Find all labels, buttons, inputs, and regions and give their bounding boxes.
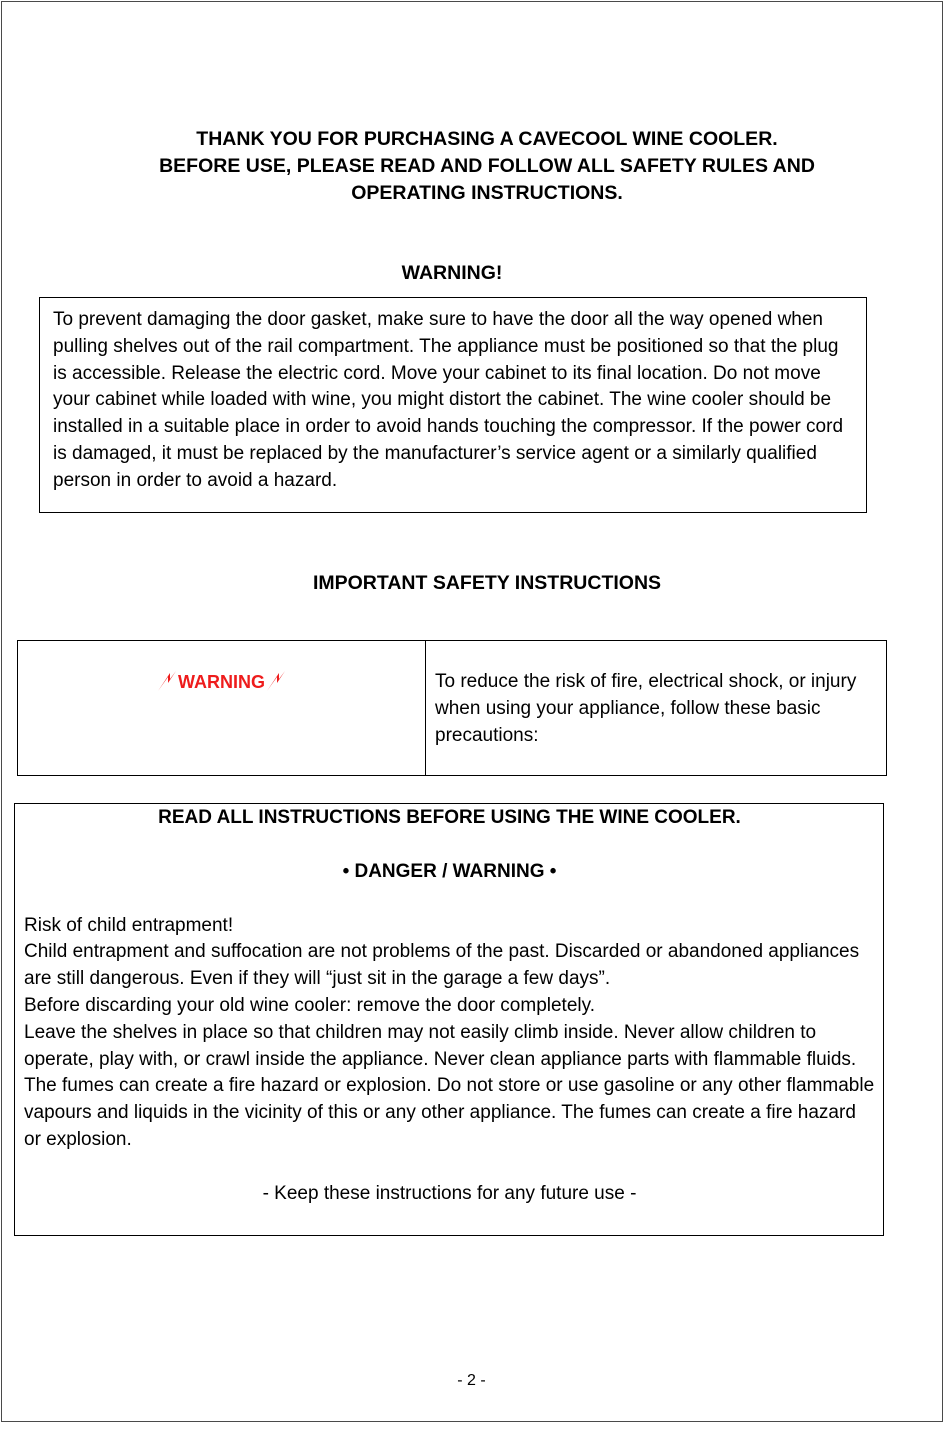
warning-label-text: WARNING bbox=[178, 672, 265, 692]
danger-title: READ ALL INSTRUCTIONS BEFORE USING THE WINE COOLER. bbox=[158, 807, 741, 828]
warning-label-cell bbox=[18, 641, 426, 775]
danger-paragraph: Child entrapment and suffocation are not problems of the past. Discarded or abandoned appliances are still dangerous. Even if they will “just sit in the garage a few days”. bbox=[24, 941, 860, 990]
warning-box bbox=[39, 297, 867, 513]
precaution-cell bbox=[426, 641, 886, 775]
lightning-bolt-icon bbox=[265, 669, 287, 693]
intro-line-2: BEFORE USE, PLEASE READ AND FOLLOW ALL SAFETY RULES AND bbox=[159, 155, 815, 177]
keep-instructions-note: - Keep these instructions for any future use - bbox=[262, 1182, 637, 1204]
warning-table bbox=[17, 640, 887, 776]
warning-heading: WARNING! bbox=[401, 262, 503, 284]
safety-heading: IMPORTANT SAFETY INSTRUCTIONS bbox=[312, 572, 662, 594]
danger-body bbox=[24, 913, 875, 1154]
danger-box bbox=[14, 803, 884, 1236]
intro-heading bbox=[0, 126, 950, 207]
page-number: - 2 - bbox=[457, 1372, 486, 1389]
intro-line-3: OPERATING INSTRUCTIONS. bbox=[351, 182, 623, 204]
lightning-bolt-icon bbox=[156, 669, 178, 693]
warning-text: To prevent damaging the door gasket, make sure to have the door all the way opened when pulling shelves out of the rail compartment. The appliance must be positioned so that the plug is accessible. Release the electric cord. Move your cabinet to its final location. Do not move your cabinet while loaded with wine, you might distort the cabinet. The wine cooler should be installed in a suitable place in order to avoid hands touching the compressor. If the power cord is damaged, it must be replaced by the manufacturer’s service agent or a similarly qualified person in order to avoid a hazard. bbox=[53, 309, 844, 491]
danger-subtitle: • DANGER / WARNING • bbox=[342, 860, 557, 882]
danger-paragraph: Before discarding your old wine cooler: remove the door completely. bbox=[24, 994, 595, 1016]
intro-line-1: THANK YOU FOR PURCHASING A CAVECOOL WINE COOLER. bbox=[196, 128, 778, 150]
danger-paragraph: Leave the shelves in place so that children may not easily climb inside. Never allow children to operate, play with, or crawl inside the appliance. Never clean appliance parts with flammable fluids. The fumes can create a fire hazard or explosion. Do not store or use gasoline or any other flammable vapours and liquids in the vicinity of this or any other appliance. The fumes can create a fire hazard or explosion. bbox=[24, 1021, 875, 1150]
warning-label bbox=[156, 672, 287, 692]
precaution-text: To reduce the risk of fire, electrical shock, or injury when using your appliance, follow these basic precautions: bbox=[435, 671, 857, 746]
danger-paragraph: Risk of child entrapment! bbox=[24, 914, 234, 936]
